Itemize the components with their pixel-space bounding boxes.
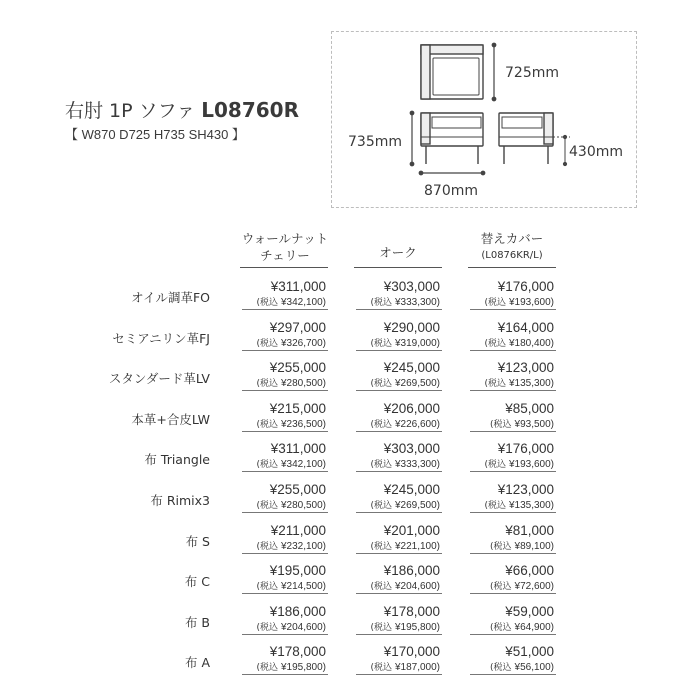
sofa-drawing — [332, 32, 638, 209]
height-label: 735mm — [348, 134, 402, 150]
tax-included-tag: (税込 — [256, 338, 278, 349]
tax-included-tag: (税込 — [370, 541, 392, 552]
cell-divider — [470, 471, 556, 472]
tax-included-value: ¥93,500) — [514, 418, 554, 430]
seat-height-label: 430mm — [569, 144, 623, 160]
tax-included-value: ¥236,500) — [280, 418, 326, 430]
tax-included-value: ¥89,100) — [514, 540, 554, 552]
top-view — [421, 45, 483, 99]
tax-included-value: ¥64,900) — [514, 621, 554, 633]
tax-included-value: ¥187,000) — [394, 662, 440, 674]
price-value: ¥195,000 — [269, 563, 326, 579]
tax-included-value: ¥269,500) — [394, 378, 440, 390]
cell-divider — [470, 512, 556, 513]
tax-included-price — [464, 620, 554, 633]
price-value: ¥85,000 — [505, 400, 554, 416]
price-value: ¥164,000 — [497, 319, 554, 335]
tax-included-value: ¥342,100) — [280, 459, 326, 471]
tax-included-tag: (税込 — [490, 419, 512, 430]
column-header-oak: オーク — [379, 245, 417, 260]
cell-divider — [242, 390, 328, 391]
cell-divider — [242, 674, 328, 675]
tax-included-value: ¥214,500) — [280, 581, 326, 593]
tax-included-tag: (税込 — [370, 582, 392, 593]
tax-included-tag: (税込 — [256, 663, 278, 674]
depth-dimension — [492, 43, 496, 101]
tax-included-price — [464, 579, 554, 592]
tax-included-value: ¥342,100) — [280, 297, 326, 308]
tax-included-value: ¥72,600) — [514, 581, 554, 593]
price-value: ¥186,000 — [269, 603, 326, 619]
seat-height-dimension — [553, 135, 570, 165]
cell-divider — [356, 390, 442, 391]
price-value: ¥255,000 — [269, 482, 326, 497]
row-label: 布 B — [184, 614, 210, 630]
tax-included-price — [350, 376, 440, 389]
cell-divider — [356, 431, 442, 432]
tax-included-value: ¥280,500) — [280, 500, 326, 511]
price-value: ¥255,000 — [269, 360, 326, 376]
tax-included-price — [236, 539, 326, 552]
cell-divider — [356, 553, 442, 554]
price-value: ¥290,000 — [383, 319, 440, 335]
price-value: ¥303,000 — [383, 441, 440, 457]
tax-included-price — [236, 498, 326, 511]
tax-included-value: ¥221,100) — [394, 540, 440, 552]
row-label: スタンダード革LV — [108, 371, 210, 387]
price-value: ¥245,000 — [383, 360, 440, 376]
tax-included-tag: (税込 — [490, 663, 512, 674]
tax-included-tag: (税込 — [370, 379, 392, 390]
row-label: オイル調革FO — [131, 290, 210, 305]
tax-included-price — [236, 417, 326, 430]
tax-included-tag: (税込 — [484, 460, 506, 471]
price-value: ¥201,000 — [383, 522, 440, 538]
tax-included-tag: (税込 — [370, 622, 392, 633]
cell-divider — [356, 512, 442, 513]
tax-included-value: ¥195,800) — [280, 662, 326, 674]
tax-included-price — [350, 579, 440, 592]
price-value: ¥59,000 — [505, 603, 554, 619]
price-value: ¥123,000 — [497, 360, 554, 376]
row-label: 布 Triangle — [144, 452, 210, 468]
row-label: 布 S — [185, 533, 210, 549]
tax-included-tag: (税込 — [256, 379, 278, 390]
tax-included-price — [464, 376, 554, 389]
row-label: 布 A — [184, 655, 210, 671]
model-number: L08760R — [201, 98, 299, 122]
tax-included-tag: (税込 — [256, 582, 278, 593]
cell-divider — [242, 553, 328, 554]
front-view — [421, 113, 483, 164]
tax-included-tag: (税込 — [484, 379, 506, 390]
tax-included-value: ¥232,100) — [280, 540, 326, 552]
tax-included-value: ¥204,600) — [280, 621, 326, 633]
cell-divider — [356, 674, 442, 675]
tax-included-price — [350, 660, 440, 673]
cell-divider — [356, 634, 442, 635]
height-dimension — [410, 111, 414, 166]
tax-included-tag: (税込 — [370, 298, 392, 308]
tax-included-tag: (税込 — [484, 338, 506, 349]
price-value: ¥206,000 — [383, 400, 440, 416]
tax-included-value: ¥326,700) — [280, 337, 326, 349]
cell-divider — [470, 390, 556, 391]
cell-divider — [356, 309, 442, 310]
price-value: ¥176,000 — [497, 279, 554, 294]
price-value: ¥178,000 — [269, 644, 326, 660]
product-name: 右肘 1P ソファ — [65, 100, 196, 122]
product-title — [65, 96, 299, 123]
cell-divider — [242, 593, 328, 594]
side-view — [499, 113, 553, 164]
price-value: ¥211,000 — [270, 522, 326, 538]
tax-included-tag: (税込 — [484, 501, 506, 511]
tax-included-tag: (税込 — [370, 501, 392, 511]
price-value: ¥66,000 — [505, 563, 554, 579]
tax-included-price — [350, 457, 440, 470]
row-label: 本革+合皮LW — [131, 411, 210, 427]
cell-divider — [470, 553, 556, 554]
tax-included-tag: (税込 — [484, 298, 506, 308]
cell-divider — [242, 512, 328, 513]
cell-divider — [356, 471, 442, 472]
tax-included-price — [464, 457, 554, 470]
cell-divider — [470, 634, 556, 635]
tax-included-price — [350, 620, 440, 633]
tax-included-price — [350, 498, 440, 511]
tax-included-tag: (税込 — [490, 541, 512, 552]
tax-included-price — [464, 660, 554, 673]
depth-label: 725mm — [505, 65, 559, 81]
tax-included-value: ¥193,600) — [508, 297, 554, 308]
tax-included-price — [236, 336, 326, 349]
tax-included-value: ¥56,100) — [514, 662, 554, 674]
tax-included-value: ¥280,500) — [280, 378, 326, 390]
price-value: ¥297,000 — [269, 319, 326, 335]
tax-included-tag: (税込 — [490, 582, 512, 593]
price-value: ¥176,000 — [497, 441, 554, 457]
tax-included-tag: (税込 — [256, 501, 278, 511]
tax-included-tag: (税込 — [256, 419, 278, 430]
price-value: ¥303,000 — [383, 279, 440, 294]
cell-divider — [242, 431, 328, 432]
tax-included-price — [350, 539, 440, 552]
tax-included-value: ¥195,800) — [394, 621, 440, 633]
tax-included-price — [236, 457, 326, 470]
column-header-cover: 替えカバー (L0876KR/L) — [480, 231, 544, 261]
tax-included-value: ¥269,500) — [394, 500, 440, 511]
tax-included-tag: (税込 — [256, 541, 278, 552]
row-label: 布 C — [184, 574, 210, 590]
cell-divider — [242, 350, 328, 351]
price-value: ¥170,000 — [383, 644, 440, 660]
row-label: セミアニリン革FJ — [112, 330, 210, 346]
tax-included-price — [350, 295, 440, 308]
tax-included-price — [236, 660, 326, 673]
tax-included-tag: (税込 — [490, 622, 512, 633]
tax-included-tag: (税込 — [256, 460, 278, 471]
tax-included-price — [236, 295, 326, 308]
tax-included-value: ¥333,300) — [394, 459, 440, 471]
tax-included-value: ¥135,300) — [508, 378, 554, 390]
column-header-underline — [354, 267, 442, 268]
tax-included-price — [464, 498, 554, 511]
price-value: ¥51,000 — [505, 644, 554, 660]
row-label: 布 Rimix3 — [150, 493, 210, 508]
tax-included-value: ¥333,300) — [394, 297, 440, 308]
tax-included-price — [236, 376, 326, 389]
cell-divider — [470, 431, 556, 432]
column-header-underline — [468, 267, 556, 268]
tax-included-price — [236, 579, 326, 592]
tax-included-value: ¥180,400) — [508, 337, 554, 349]
cell-divider — [470, 309, 556, 310]
price-value: ¥186,000 — [383, 563, 440, 579]
tax-included-price — [464, 417, 554, 430]
dimension-spec: 【 W870 D725 H735 SH430 】 — [65, 127, 245, 142]
price-value: ¥311,000 — [270, 441, 326, 457]
width-dimension — [419, 171, 485, 175]
price-value: ¥311,000 — [270, 279, 326, 294]
width-label: 870mm — [424, 183, 478, 199]
tax-included-price — [350, 336, 440, 349]
cell-divider — [356, 593, 442, 594]
tax-included-tag: (税込 — [370, 663, 392, 674]
tax-included-value: ¥226,600) — [394, 418, 440, 430]
cell-divider — [242, 309, 328, 310]
price-value: ¥245,000 — [383, 482, 440, 497]
price-value: ¥123,000 — [497, 482, 554, 497]
cell-divider — [470, 674, 556, 675]
tax-included-tag: (税込 — [370, 419, 392, 430]
tax-included-tag: (税込 — [256, 622, 278, 633]
price-value: ¥215,000 — [269, 400, 326, 416]
price-value: ¥81,000 — [505, 522, 554, 538]
tax-included-price — [350, 417, 440, 430]
cell-divider — [242, 634, 328, 635]
tax-included-price — [464, 539, 554, 552]
tax-included-price — [236, 620, 326, 633]
tax-included-tag: (税込 — [370, 460, 392, 471]
tax-included-tag: (税込 — [256, 298, 278, 308]
tax-included-tag: (税込 — [370, 338, 392, 349]
cell-divider — [470, 593, 556, 594]
cell-divider — [242, 471, 328, 472]
cell-divider — [470, 350, 556, 351]
cell-divider — [356, 350, 442, 351]
tax-included-value: ¥135,300) — [508, 500, 554, 511]
tax-included-value: ¥193,600) — [508, 459, 554, 471]
tax-included-price — [464, 295, 554, 308]
tax-included-price — [464, 336, 554, 349]
column-header-walnut: ウォールナット チェリー — [241, 231, 329, 263]
dimension-diagram — [331, 31, 637, 208]
tax-included-value: ¥204,600) — [394, 581, 440, 593]
column-header-underline — [240, 267, 328, 268]
price-value: ¥178,000 — [383, 603, 440, 619]
tax-included-value: ¥319,000) — [394, 337, 440, 349]
